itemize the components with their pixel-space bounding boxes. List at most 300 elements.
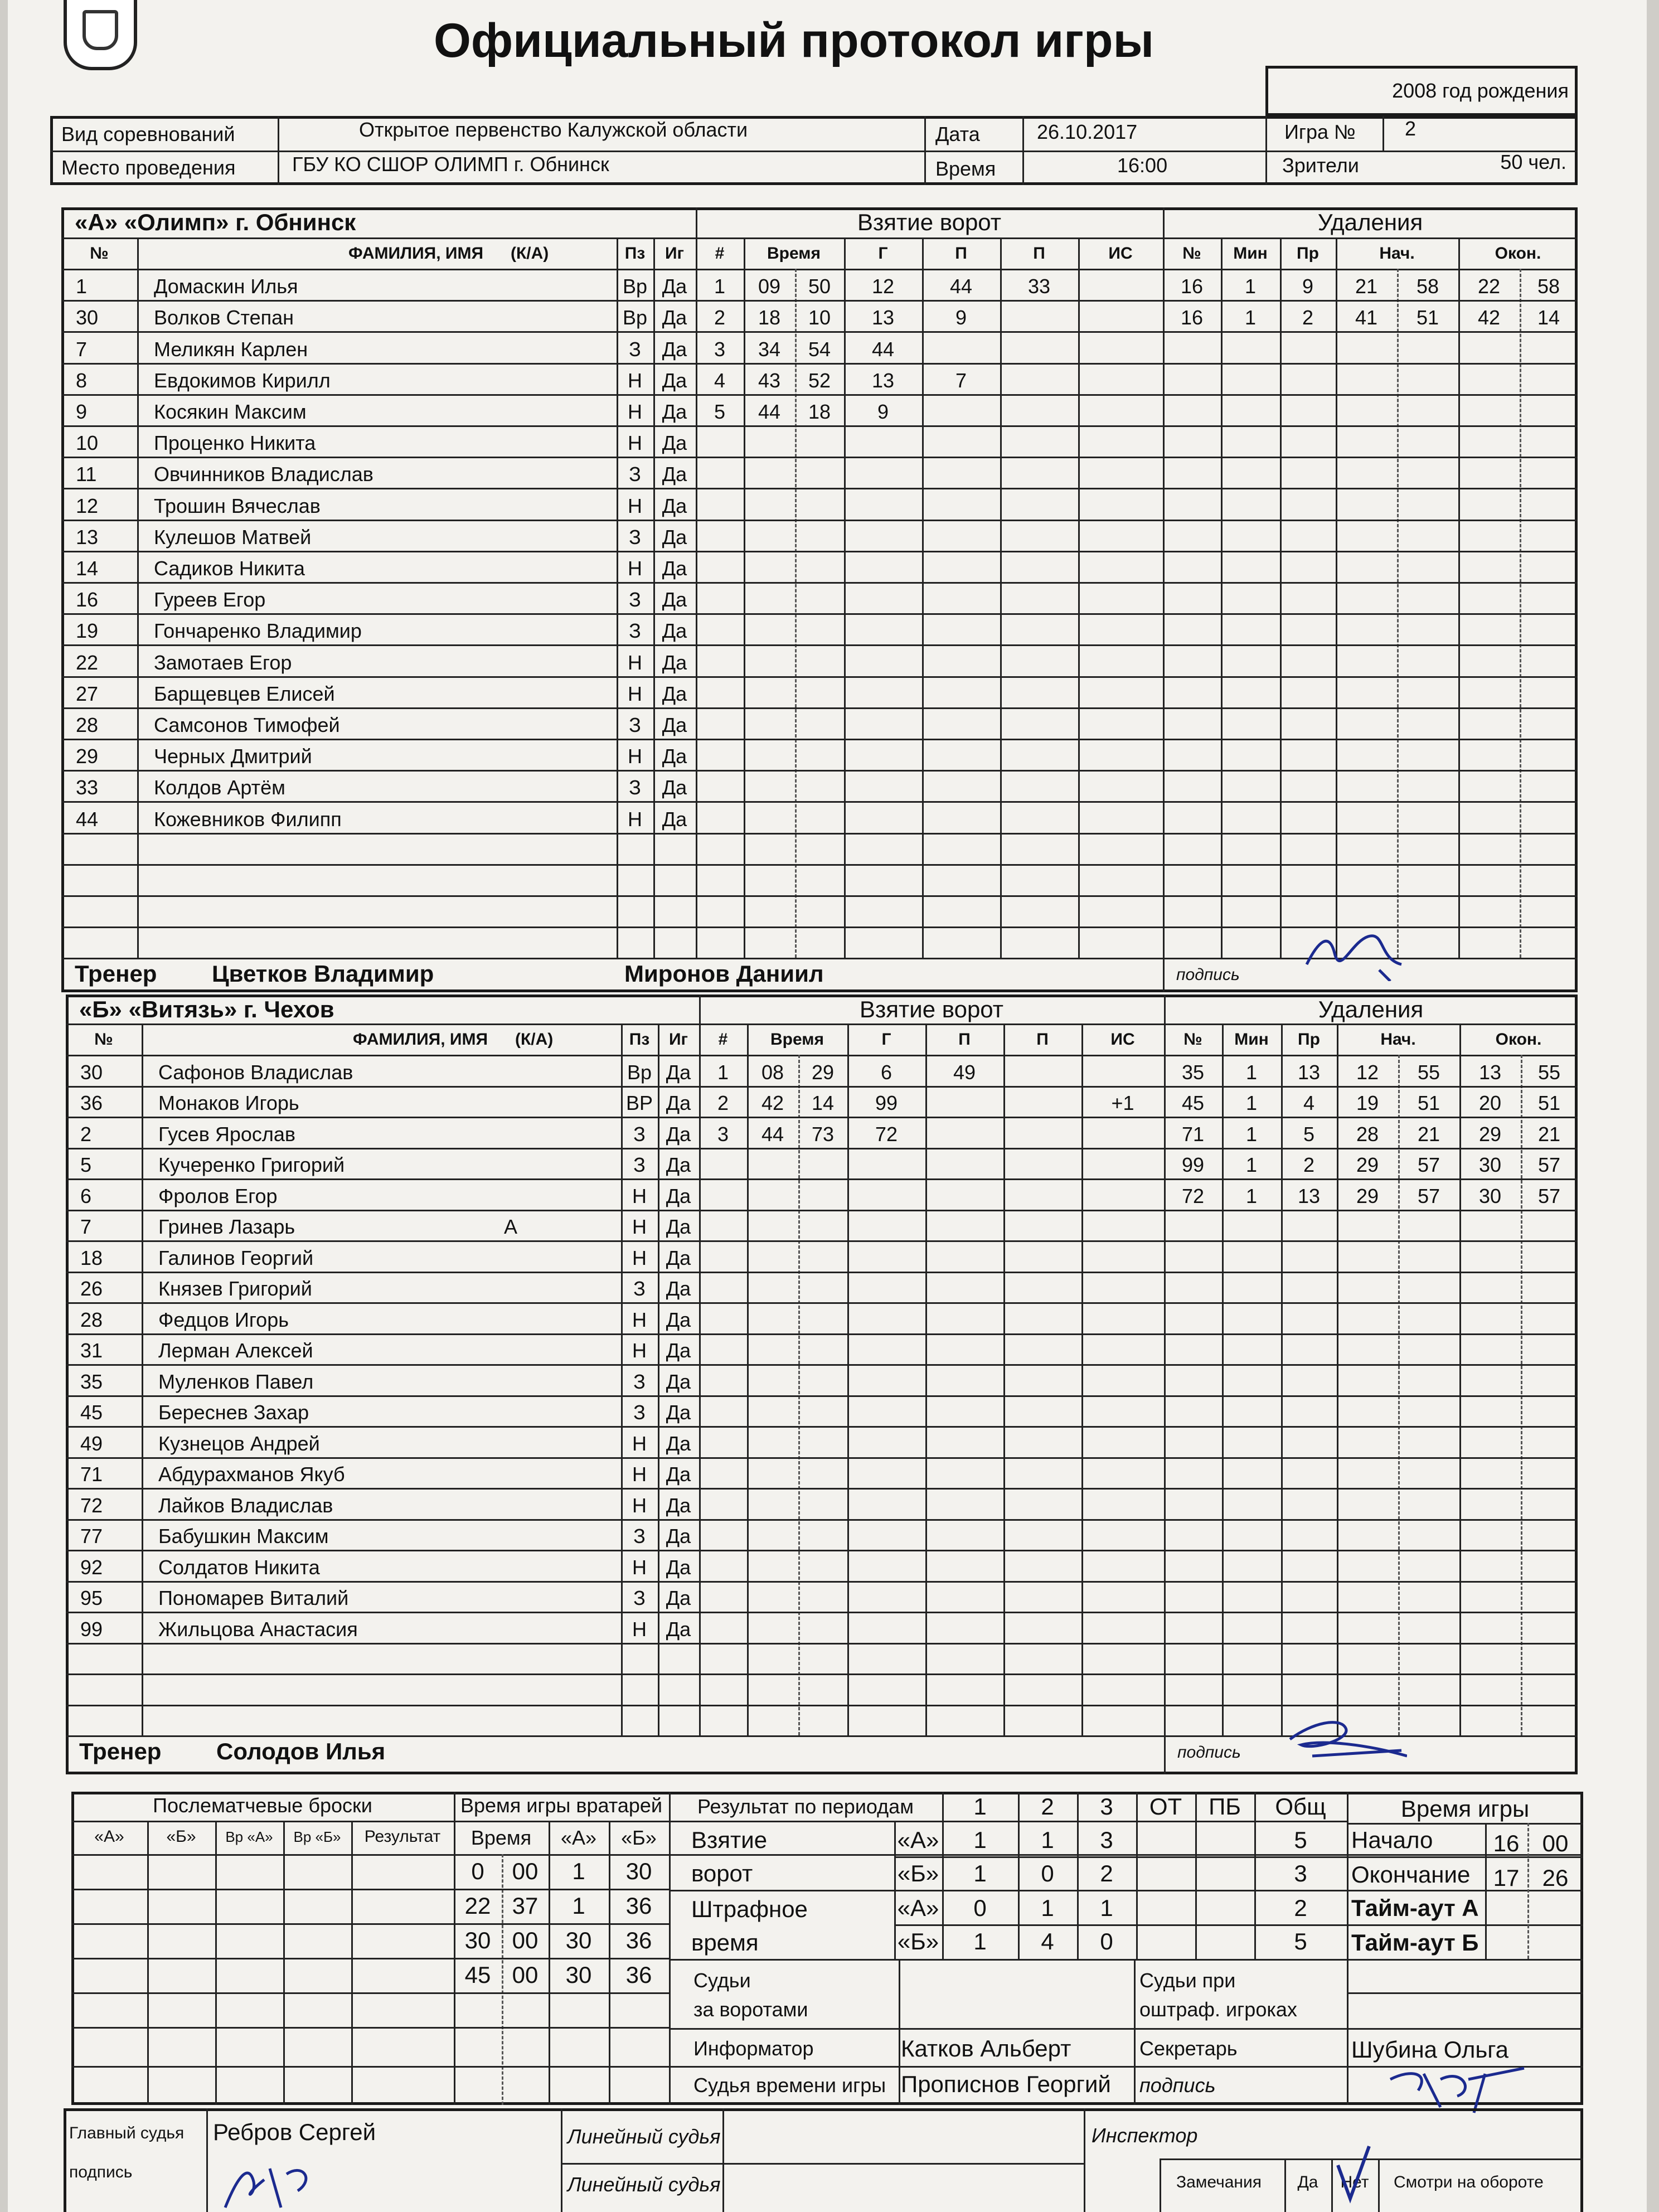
player-played: Да xyxy=(662,306,687,329)
player-name: Кулешов Матвей xyxy=(154,525,312,549)
player-position: Н xyxy=(632,1493,647,1517)
player-position: Вр xyxy=(622,306,648,329)
goalie-time-a: 1 xyxy=(572,1893,585,1919)
game-end-hours: 17 xyxy=(1493,1865,1520,1891)
player-name: Самсонов Тимофей xyxy=(154,713,340,736)
goal-minute: 44 xyxy=(758,400,781,423)
penalty-player: 99 xyxy=(1181,1153,1205,1177)
player-number: 1 xyxy=(76,275,88,298)
player-played: Да xyxy=(666,1370,691,1393)
goalie-time-second: 00 xyxy=(512,1858,539,1884)
secretary-value: Шубина Ольга xyxy=(1351,2036,1509,2063)
player-number: 18 xyxy=(80,1246,103,1269)
penalty-end-min: 20 xyxy=(1478,1092,1502,1115)
player-number: 2 xyxy=(80,1122,92,1146)
penalties-title: Удаления xyxy=(1318,996,1424,1022)
penalty-end-min: 42 xyxy=(1477,306,1501,329)
player-name: Барщевцев Елисей xyxy=(154,682,335,705)
goal-col-time: Время xyxy=(767,244,821,263)
penalty-reason: 13 xyxy=(1297,1060,1321,1084)
penalty-col-end: Окон. xyxy=(1495,1030,1542,1049)
player-name: Трошин Вячеслав xyxy=(154,494,321,517)
period-value: 2 xyxy=(1100,1860,1113,1886)
player-position: Вр xyxy=(622,275,648,298)
informer-label: Информатор xyxy=(693,2037,814,2060)
grid-line xyxy=(71,1889,669,1890)
team-name: «Б» «Витязь» г. Чехов xyxy=(79,996,334,1022)
goal-scorer: 13 xyxy=(871,306,895,329)
coach-1: Солодов Илья xyxy=(216,1738,386,1764)
player-played: Да xyxy=(666,1339,691,1362)
player-position: Н xyxy=(632,1246,647,1269)
player-position: Н xyxy=(632,1432,647,1455)
player-played: Да xyxy=(666,1555,691,1579)
player-number: 28 xyxy=(76,713,99,736)
penalty-col-number: № xyxy=(1182,244,1201,263)
date-label: Дата xyxy=(935,123,980,145)
goal-second: 18 xyxy=(808,400,831,423)
goal-number: 4 xyxy=(714,368,726,392)
grid-line xyxy=(61,895,1578,897)
goal-col-scorer: Г xyxy=(881,1030,891,1049)
penalty-start-sec: 58 xyxy=(1416,275,1439,298)
player-name: Гринев Лазарь xyxy=(158,1215,295,1239)
period-col-4: ПБ xyxy=(1209,1793,1241,1820)
goal-assist-1: 9 xyxy=(955,306,967,329)
goalie-time-second: 00 xyxy=(512,1962,539,1988)
penalty-start-sec: 55 xyxy=(1417,1060,1440,1084)
game-time-title: Время игры xyxy=(1400,1796,1530,1822)
grid-line xyxy=(61,613,1578,615)
goalie-time-second: 00 xyxy=(512,1927,539,1953)
competition-value: Открытое первенство Калужской области xyxy=(359,118,748,141)
grid-line xyxy=(925,1023,927,1735)
player-played: Да xyxy=(662,431,687,455)
grid-line xyxy=(1000,237,1002,958)
penalty-reason: 13 xyxy=(1297,1184,1321,1207)
grid-line xyxy=(61,269,1578,270)
roster-col-position: Пз xyxy=(624,244,646,263)
player-played: Да xyxy=(666,1463,691,1486)
grid-line xyxy=(1164,1702,1166,1774)
player-name: Абдурахманов Якуб xyxy=(158,1463,345,1486)
player-name: Князев Григорий xyxy=(158,1277,312,1301)
player-position: З xyxy=(629,463,641,486)
player-position: З xyxy=(629,525,641,549)
goalie-time-second: 37 xyxy=(512,1893,539,1919)
goal-number: 1 xyxy=(717,1060,729,1084)
player-played: Да xyxy=(666,1401,691,1424)
goalie-time-minute: 45 xyxy=(464,1962,491,1988)
period-col-2: 3 xyxy=(1100,1793,1113,1820)
player-name: Сафонов Владислав xyxy=(158,1060,353,1084)
grid-line xyxy=(142,1023,143,1735)
player-name: Садиков Никита xyxy=(154,556,305,580)
game-start-label: Начало xyxy=(1351,1827,1433,1853)
coach-1: Цветков Владимир xyxy=(212,961,434,987)
goal-minute: 08 xyxy=(761,1060,784,1084)
penalty-end-min: 22 xyxy=(1477,275,1501,298)
player-number: 30 xyxy=(80,1060,103,1084)
grid-line xyxy=(1081,1023,1083,1735)
grid-line xyxy=(1221,237,1223,958)
player-played: Да xyxy=(662,807,687,831)
grid-line xyxy=(71,2066,669,2068)
player-position: Н xyxy=(628,682,642,705)
player-position: Вр xyxy=(627,1060,652,1084)
goals-title: Взятие ворот xyxy=(860,996,1003,1022)
player-number: 45 xyxy=(80,1401,103,1424)
periods-title: Результат по периодам xyxy=(697,1795,914,1818)
penalty-end-sec: 14 xyxy=(1537,306,1560,329)
player-position: Н xyxy=(628,368,642,392)
penalty-player: 16 xyxy=(1180,306,1204,329)
goal-second: 29 xyxy=(811,1060,835,1084)
game-start-minutes: 00 xyxy=(1542,1830,1569,1856)
player-position: З xyxy=(629,619,641,643)
goal-second: 73 xyxy=(811,1122,835,1146)
penalty-minutes: 1 xyxy=(1245,1060,1258,1084)
period-col-1: 2 xyxy=(1041,1793,1054,1820)
player-position: Н xyxy=(628,556,642,580)
player-position: З xyxy=(633,1401,646,1424)
roster-col-ka: (К/А) xyxy=(515,1030,554,1049)
goal-assist-1: 7 xyxy=(955,368,967,392)
chief-judge-signature-label: подпись xyxy=(69,2163,133,2181)
penalty-minutes: 1 xyxy=(1245,1122,1258,1146)
player-played: Да xyxy=(666,1122,691,1146)
goal-col-assist-1: П xyxy=(955,244,967,263)
player-number: 49 xyxy=(80,1432,103,1455)
player-played: Да xyxy=(662,400,687,423)
player-played: Да xyxy=(666,1277,691,1301)
penalty-col-minutes: Мин xyxy=(1234,1030,1269,1049)
remarks-no[interactable]: Нет xyxy=(1340,2173,1369,2191)
player-played: Да xyxy=(666,1153,691,1177)
protocol-sheet xyxy=(8,0,1647,2212)
goals-title: Взятие ворот xyxy=(857,209,1001,235)
penalty-end-min: 30 xyxy=(1478,1184,1502,1207)
penalty-col-minutes: Мин xyxy=(1233,244,1268,263)
shootout-col-result: Результат xyxy=(364,1827,441,1846)
penalty-player: 35 xyxy=(1181,1060,1205,1084)
goal-scorer: 6 xyxy=(880,1060,892,1084)
goal-col-time: Время xyxy=(770,1030,824,1049)
player-number: 26 xyxy=(80,1277,103,1301)
timekeeper-value: Прописнов Георгий xyxy=(901,2071,1111,2097)
penalty-start-min: 12 xyxy=(1356,1060,1379,1084)
player-number: 36 xyxy=(80,1092,103,1115)
player-name: Береснев Захар xyxy=(158,1401,309,1424)
period-value: 0 xyxy=(973,1895,987,1921)
penalty-start-min: 41 xyxy=(1355,306,1378,329)
officials-signature-label: подпись xyxy=(1139,2074,1216,2097)
player-number: 33 xyxy=(76,776,99,799)
player-position: З xyxy=(633,1525,646,1548)
chief-judge-label: Главный судья xyxy=(69,2124,185,2142)
period-value: 1 xyxy=(973,1860,987,1886)
goalie-time-a: 30 xyxy=(565,1927,592,1953)
period-value: 4 xyxy=(1041,1928,1054,1954)
grid-line xyxy=(699,1023,1578,1025)
player-position: Н xyxy=(628,651,642,674)
goal-scorer: 72 xyxy=(875,1122,898,1146)
player-played: Да xyxy=(666,1215,691,1239)
penalty-start-min: 19 xyxy=(1356,1092,1379,1115)
inspector-label: Инспектор xyxy=(1092,2124,1198,2147)
player-played: Да xyxy=(662,588,687,612)
venue-label: Место проведения xyxy=(61,156,236,179)
goal-minute: 34 xyxy=(758,337,781,361)
goal-minute: 44 xyxy=(761,1122,784,1146)
player-number: 27 xyxy=(76,682,99,705)
player-name: Евдокимов Кирилл xyxy=(154,368,331,392)
penalty-reason: 2 xyxy=(1302,306,1314,329)
roster-col-ka: (К/А) xyxy=(511,244,549,263)
team-name: «А» «Олимп» г. Обнинск xyxy=(75,209,356,235)
grid-line xyxy=(71,1992,669,1994)
player-position: Н xyxy=(632,1308,647,1331)
period-value: 5 xyxy=(1294,1827,1307,1853)
coach-label: Тренер xyxy=(79,1738,162,1764)
penalty-start-min: 21 xyxy=(1355,275,1378,298)
goal-col-number: # xyxy=(718,1030,728,1049)
player-played: Да xyxy=(662,713,687,736)
penalty-minutes: 1 xyxy=(1245,1153,1258,1177)
goal-number: 1 xyxy=(714,275,726,298)
birth-year: 2008 год рождения xyxy=(1392,79,1569,102)
player-number: 9 xyxy=(76,400,88,423)
player-position: Н xyxy=(632,1215,647,1239)
penalty-start-min: 29 xyxy=(1356,1184,1379,1207)
player-played: Да xyxy=(662,651,687,674)
shootout-col-a: «А» xyxy=(94,1827,124,1846)
grid-line xyxy=(137,237,139,958)
player-name: Овчинников Владислав xyxy=(154,463,373,486)
goal-judges-label-1: Судьи xyxy=(693,1969,751,1992)
chief-judge-value: Ребров Сергей xyxy=(213,2119,376,2145)
player-position: З xyxy=(629,713,641,736)
player-name: Монаков Игорь xyxy=(158,1092,299,1115)
linesman-1-label: Линейный судья xyxy=(567,2125,721,2148)
coach-signature xyxy=(1296,920,1424,981)
penalty-player: 72 xyxy=(1181,1184,1205,1207)
period-value: 3 xyxy=(1100,1827,1113,1853)
penalty-judges-label-1: Судьи при xyxy=(1139,1969,1236,1992)
time-label: Время xyxy=(935,157,996,180)
penalty-start-sec: 57 xyxy=(1417,1184,1440,1207)
coach-label: Тренер xyxy=(75,961,157,987)
period-value: 5 xyxy=(1294,1928,1307,1954)
roster-col-name: ФАМИЛИЯ, ИМЯ xyxy=(348,244,484,263)
player-position: Н xyxy=(628,745,642,768)
player-played: Да xyxy=(666,1525,691,1548)
goal-col-assist-2: П xyxy=(1033,244,1045,263)
period-col-5: Общ xyxy=(1275,1793,1326,1820)
game-number-label: Игра № xyxy=(1284,120,1356,143)
player-position: Н xyxy=(632,1184,647,1207)
penalty-minutes: 1 xyxy=(1244,306,1257,329)
goal-assist-2: 33 xyxy=(1027,275,1051,298)
player-position: Н xyxy=(632,1555,647,1579)
penalty-col-end: Окон. xyxy=(1495,244,1541,263)
goal-col-assist-2: П xyxy=(1036,1030,1049,1049)
player-position: Н xyxy=(632,1617,647,1641)
penalty-start-sec: 21 xyxy=(1417,1122,1440,1146)
goalie-time-minute: 30 xyxy=(464,1927,491,1953)
penalty-start-min: 28 xyxy=(1356,1122,1379,1146)
player-position: З xyxy=(633,1277,646,1301)
penalty-end-sec: 58 xyxy=(1537,275,1560,298)
penalty-player: 16 xyxy=(1180,275,1204,298)
goal-col-situation: ИС xyxy=(1108,244,1133,263)
player-name: Кузнецов Андрей xyxy=(158,1432,320,1455)
game-number-value: 2 xyxy=(1405,117,1417,140)
player-played: Да xyxy=(662,745,687,768)
player-position: З xyxy=(633,1153,646,1177)
penalty-end-min: 29 xyxy=(1478,1122,1502,1146)
player-name: Солдатов Никита xyxy=(158,1555,320,1579)
penalty-minutes: 1 xyxy=(1244,275,1257,298)
goal-second: 10 xyxy=(808,306,831,329)
player-name: Бабушкин Максим xyxy=(158,1525,329,1548)
goal-number: 2 xyxy=(717,1092,729,1115)
competition-label: Вид соревнований xyxy=(61,123,235,145)
player-played: Да xyxy=(662,337,687,361)
remarks-yes[interactable]: Да xyxy=(1297,2173,1318,2191)
player-name: Лерман Алексей xyxy=(158,1339,313,1362)
roster-col-played: Иг xyxy=(668,1030,688,1049)
goal-number: 5 xyxy=(714,400,726,423)
penalty-col-start: Нач. xyxy=(1379,244,1415,263)
grid-line xyxy=(61,801,1578,803)
player-name: Гончаренко Владимир xyxy=(154,619,362,643)
player-number: 19 xyxy=(76,619,99,643)
roster-col-number: № xyxy=(94,1030,113,1049)
player-name: Федцов Игорь xyxy=(158,1308,289,1331)
goal-second: 54 xyxy=(808,337,831,361)
grid-line xyxy=(1336,237,1337,958)
player-name: Проценко Никита xyxy=(154,431,316,455)
grid-line xyxy=(1003,1023,1005,1735)
player-played: Да xyxy=(666,1184,691,1207)
player-played: Да xyxy=(666,1060,691,1084)
player-number: 92 xyxy=(80,1555,103,1579)
player-name: Кожевников Филипп xyxy=(154,807,342,831)
player-played: Да xyxy=(666,1246,691,1269)
grid-line xyxy=(1163,924,1165,992)
roster-col-position: Пз xyxy=(629,1030,650,1049)
grid-line xyxy=(66,1023,699,1025)
period-goals-label-2: ворот xyxy=(691,1860,753,1886)
player-position: З xyxy=(629,588,641,612)
time-value: 16:00 xyxy=(1117,154,1168,177)
linesman-2-label: Линейный судья xyxy=(567,2173,721,2196)
player-name: Косякин Максим xyxy=(154,400,307,423)
grid-line xyxy=(922,237,924,958)
player-position: З xyxy=(633,1122,646,1146)
player-number: 22 xyxy=(76,651,99,674)
player-number: 95 xyxy=(80,1587,103,1610)
chief-judge-signature xyxy=(203,2146,348,2212)
period-row-team: «А» xyxy=(897,1895,939,1921)
player-position: ВР xyxy=(625,1092,653,1115)
goalie-time-minute: 0 xyxy=(471,1858,484,1884)
player-position: Н xyxy=(632,1339,647,1362)
player-number: 7 xyxy=(76,337,88,361)
period-row-team: «Б» xyxy=(897,1928,939,1954)
game-end-minutes: 26 xyxy=(1542,1865,1569,1891)
penalties-title: Удаления xyxy=(1317,209,1423,235)
player-position: З xyxy=(633,1587,646,1610)
goal-number: 3 xyxy=(714,337,726,361)
player-position: З xyxy=(633,1370,646,1393)
period-value: 1 xyxy=(1041,1827,1054,1853)
timekeeper-label: Судья времени игры xyxy=(693,2074,886,2097)
player-number: 10 xyxy=(76,431,99,455)
goal-second: 50 xyxy=(808,275,831,298)
penalty-end-sec: 57 xyxy=(1537,1153,1561,1177)
period-row-team: «Б» xyxy=(897,1860,939,1886)
remarks-label: Замечания xyxy=(1176,2173,1262,2191)
player-name: Волков Степан xyxy=(154,306,294,329)
period-row-team: «А» xyxy=(897,1827,939,1853)
player-number: 6 xyxy=(80,1184,92,1207)
grid-line xyxy=(1078,237,1080,958)
grid-line xyxy=(66,1055,1578,1056)
player-number: 8 xyxy=(76,368,88,392)
player-number: 14 xyxy=(76,556,99,580)
informer-value: Катков Альберт xyxy=(901,2035,1071,2061)
goal-scorer: 44 xyxy=(871,337,895,361)
penalty-reason: 5 xyxy=(1303,1122,1315,1146)
game-start-hours: 16 xyxy=(1493,1830,1520,1856)
penalty-player: 71 xyxy=(1181,1122,1205,1146)
player-number: 77 xyxy=(80,1525,103,1548)
player-played: Да xyxy=(666,1432,691,1455)
grid-line xyxy=(61,864,1578,866)
penalty-player: 45 xyxy=(1181,1092,1205,1115)
period-col-0: 1 xyxy=(973,1793,987,1820)
coach-2: Миронов Даниил xyxy=(624,961,824,987)
goal-judges-label-2: за воротами xyxy=(693,1998,808,2021)
goal-scorer: 99 xyxy=(875,1092,898,1115)
team-signature-label: подпись xyxy=(1176,966,1240,984)
shootout-col-goalie-b: Вр «Б» xyxy=(293,1828,341,1845)
player-number: 29 xyxy=(76,745,99,768)
player-number: 13 xyxy=(76,525,99,549)
penalty-start-sec: 51 xyxy=(1417,1092,1440,1115)
player-name: Гусев Ярослав xyxy=(158,1122,296,1146)
venue-value: ГБУ КО СШОР ОЛИМП г. Обнинск xyxy=(292,153,609,176)
period-col-3: ОТ xyxy=(1149,1793,1182,1820)
player-name: Черных Дмитрий xyxy=(154,745,312,768)
goal-number: 3 xyxy=(717,1122,729,1146)
period-value: 1 xyxy=(973,1827,987,1853)
grid-line xyxy=(894,1856,1347,1858)
date-value: 26.10.2017 xyxy=(1037,120,1138,143)
penalty-start-min: 29 xyxy=(1356,1153,1379,1177)
grid-line xyxy=(71,1923,669,1925)
grid-line xyxy=(696,237,1578,239)
goalie-time-a: 30 xyxy=(565,1962,592,1988)
player-position: Н xyxy=(628,400,642,423)
goal-col-number: # xyxy=(715,244,725,263)
player-number: 44 xyxy=(76,807,99,831)
goal-assist-1: 44 xyxy=(949,275,973,298)
player-number: 35 xyxy=(80,1370,103,1393)
penalty-reason: 4 xyxy=(1303,1092,1315,1115)
